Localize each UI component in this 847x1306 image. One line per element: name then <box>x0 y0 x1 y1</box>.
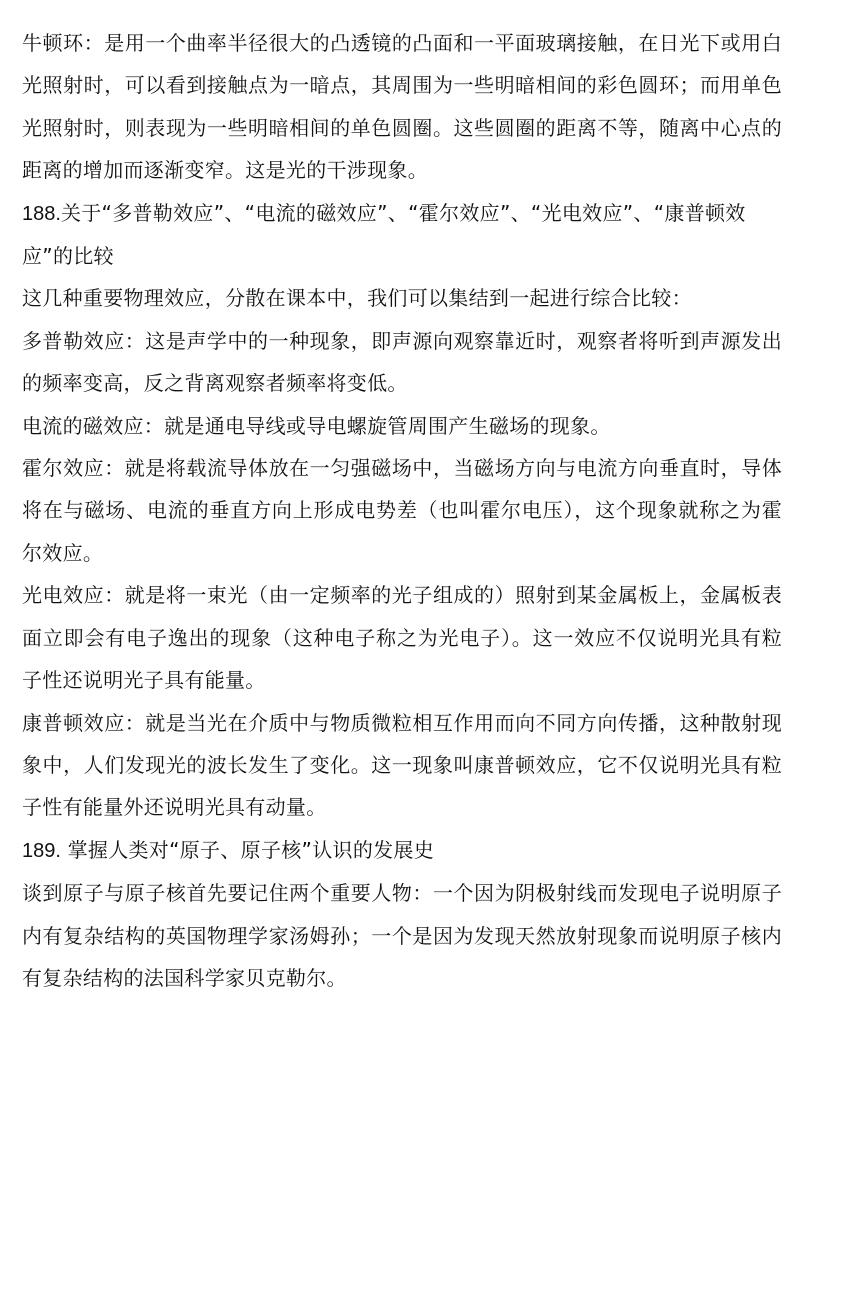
section-number-188: 188. <box>22 202 61 225</box>
paragraph-188-intro: 这几种重要物理效应，分散在课本中，我们可以集结到一起进行综合比较： <box>22 286 692 311</box>
paragraph-atom-history: 谈到原子与原子核首先要记住两个重要人物：一个因为阴极射线而发现电子说明原子内有复杂结构的英国物理学家汤姆孙；一个是因为发现天然放射现象而说明原子核内有复杂结构的法国科学家贝克勒尔。 <box>22 881 782 990</box>
paragraph-photoelectric-effect: 光电效应：就是将一束光（由一定频率的光子组成的）照射到某金属板上，金属板表面立即会有电子逸出的现象（这种电子称之为光电子）。这一效应不仅说明光具有粒子性还说明光子具有能量。 <box>22 583 782 693</box>
section-title-188: 关于“多普勒效应”、“电流的磁效应”、“霍尔效应”、“光电效应”、“康普顿效应”的比较 <box>22 200 746 269</box>
section-number-189: 189. <box>22 839 61 862</box>
paragraph-doppler-effect: 多普勒效应：这是声学中的一种现象，即声源向观察靠近时，观察者将听到声源发出的频率变高，反之背离观察者频率将变低。 <box>22 328 782 396</box>
section-heading-188 <box>22 192 782 278</box>
document-body <box>22 22 782 999</box>
paragraph-newton-rings: 牛顿环：是用一个曲率半径很大的凸透镜的凸面和一平面玻璃接触，在日光下或用白光照射时，可以看到接触点为一暗点，其周围为一些明暗相间的彩色圆环；而用单色光照射时，则表现为一些明暗相间的单色圆圈。这些圆圈的距离不等，随离中心点的距离的增加而逐渐变窄。这是光的干涉现象。 <box>22 31 782 183</box>
paragraph-hall-effect: 霍尔效应：就是将载流导体放在一匀强磁场中，当磁场方向与电流方向垂直时，导体将在与磁场、电流的垂直方向上形成电势差（也叫霍尔电压），这个现象就称之为霍尔效应。 <box>22 456 782 565</box>
paragraph-compton-effect: 康普顿效应：就是当光在介质中与物质微粒相互作用而向不同方向传播，这种散射现象中，人们发现光的波长发生了变化。这一现象叫康普顿效应，它不仅说明光具有粒子性有能量外还说明光具有动量。 <box>22 710 782 820</box>
section-title-189: 掌握人类对“原子、原子核”认识的发展史 <box>60 837 435 862</box>
section-heading-189 <box>22 829 782 872</box>
paragraph-magnetic-effect: 电流的磁效应：就是通电导线或导电螺旋管周围产生磁场的现象。 <box>22 413 611 438</box>
